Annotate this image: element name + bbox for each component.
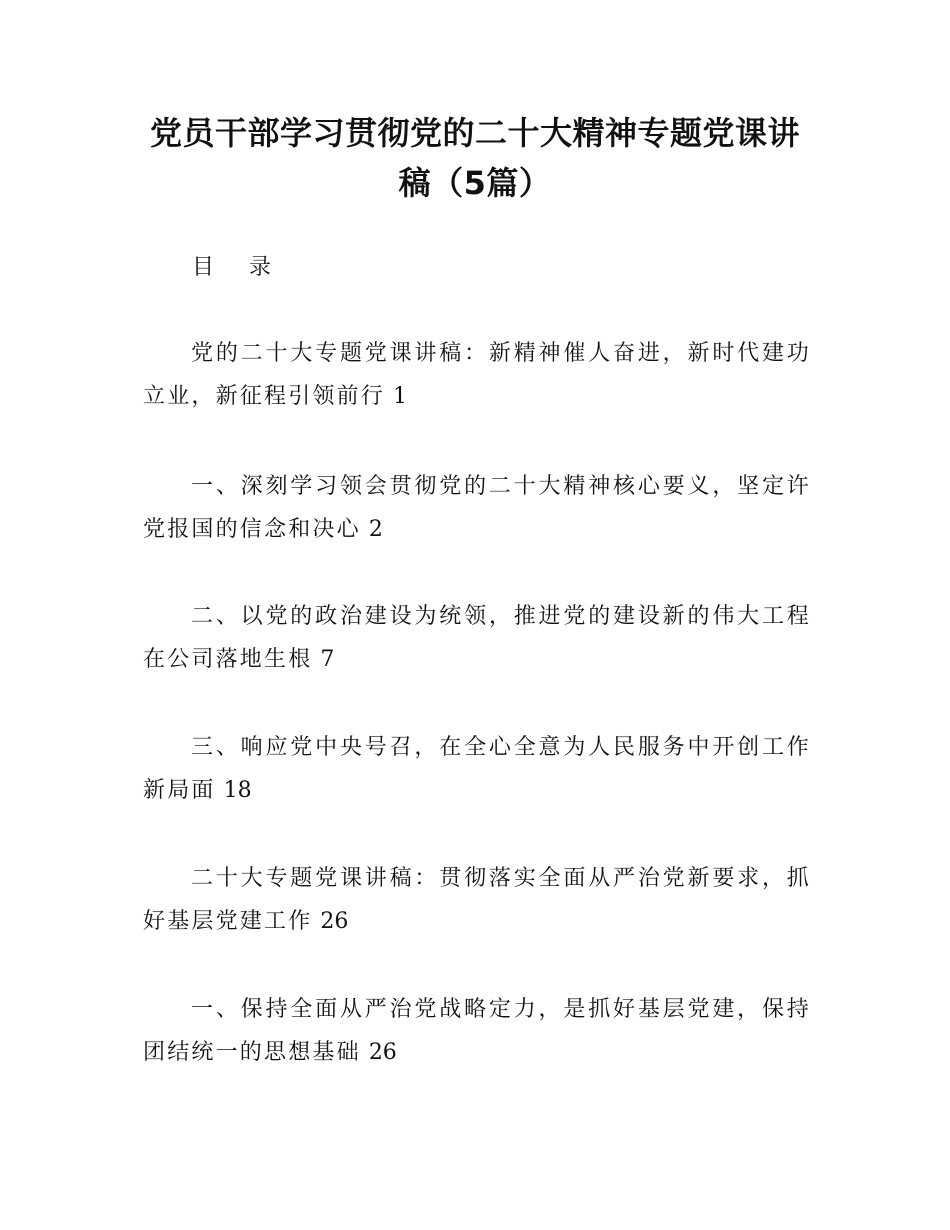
toc-entry-page: 2	[368, 517, 383, 542]
toc-entry[interactable]	[143, 988, 811, 1074]
toc-entry-text: 一、深刻学习领会贯彻党的二十大精神核心要义，坚定许党报国的信念和决心	[143, 474, 811, 542]
toc-entry-page: 26	[368, 1040, 397, 1065]
toc-entry-text: 党的二十大专题党课讲稿：新精神催人奋进，新时代建功立业，新征程引领前行	[143, 341, 811, 409]
toc-entry-text: 二、以党的政治建设为统领，推进党的建设新的伟大工程在公司落地生根	[143, 604, 811, 672]
toc-heading: 目 录	[192, 255, 285, 280]
toc-entry[interactable]	[143, 465, 811, 551]
toc-entry-page: 26	[320, 909, 349, 934]
toc-entry-text: 三、响应党中央号召，在全心全意为人民服务中开创工作新局面	[143, 735, 811, 803]
toc-entry[interactable]	[143, 726, 811, 812]
toc-entry-text: 一、保持全面从严治党战略定力，是抓好基层党建，保持团结统一的思想基础	[143, 997, 811, 1065]
toc-entry[interactable]	[143, 332, 811, 418]
toc-entry[interactable]	[143, 595, 811, 681]
toc-entry-text: 二十大专题党课讲稿：贯彻落实全面从严治党新要求，抓好基层党建工作	[143, 866, 811, 934]
toc-entry-page: 1	[393, 384, 408, 409]
toc-entry-page: 7	[320, 647, 335, 672]
toc-entry[interactable]	[143, 857, 811, 943]
toc-entry-page: 18	[223, 778, 252, 803]
document-title: 党员干部学习贯彻党的二十大精神专题党课讲稿（5篇）	[149, 114, 800, 202]
